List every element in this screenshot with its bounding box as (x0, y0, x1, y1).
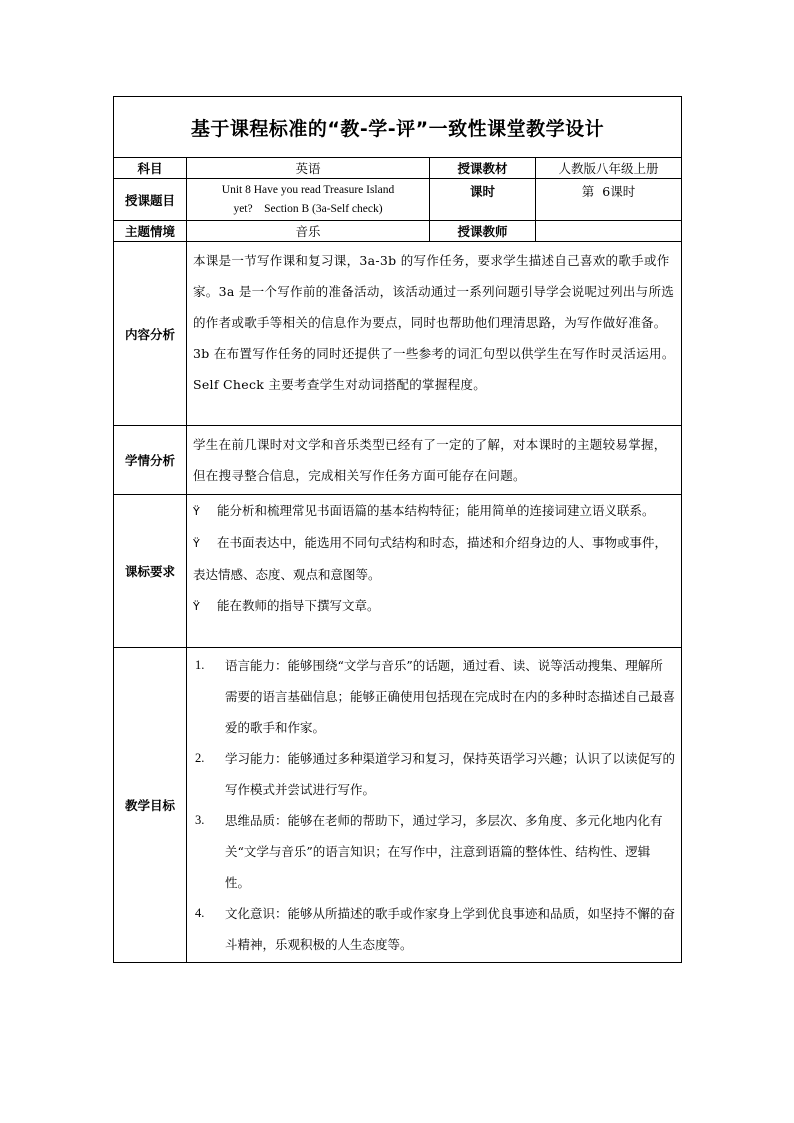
curriculum-item: Ÿ 能在教师的指导下撰写文章。 (193, 590, 675, 622)
goals-list (187, 648, 682, 963)
bullet-icon: Ÿ (193, 505, 200, 518)
topic-label: 授课题目 (114, 179, 187, 221)
subject-label: 科目 (114, 158, 187, 179)
learner-analysis-label: 学情分析 (114, 426, 187, 495)
learner-analysis-text: 学生在前几课时对文学和音乐类型已经有了一定的了解，对本课时的主题较易掌握，但在搜寻整合信息，完成相关写作任务方面可能存在问题。 (187, 426, 682, 495)
theme-label: 主题情境 (114, 221, 187, 242)
topic-line-2: yet? Section B (3a-Self check) (233, 202, 383, 215)
content-analysis-label: 内容分析 (114, 242, 187, 426)
document-title: 基于课程标准的“教-学-评”一致性课堂教学设计 (114, 97, 682, 158)
goal-item: 4. 文化意识：能够从所描述的歌手或作家身上学到优良事迹和品质，如坚持不懈的奋斗精神，乐观积极的人生态度等。 (195, 906, 676, 952)
curriculum-item: Ÿ 在书面表达中，能选用不同句式结构和时态，描述和介绍身边的人、事物或事件，表达情感、态度、观点和意图等。 (193, 527, 675, 590)
theme-value: 音乐 (187, 221, 430, 242)
teacher-label: 授课教师 (430, 221, 536, 242)
curriculum-label: 课标要求 (114, 495, 187, 648)
topic-value (187, 179, 430, 221)
lesson-plan-table (113, 96, 682, 963)
bullet-icon: Ÿ (193, 537, 200, 550)
material-label: 授课教材 (430, 158, 536, 179)
goal-item: 1. 语言能力：能够围绕“文学与音乐”的话题，通过看、读、说等活动搜集、理解所需要的语言基础信息；能够正确使用包括现在完成时在内的多种时态描述自己最喜爱的歌手和作家。 (195, 658, 676, 735)
teacher-value (536, 221, 682, 242)
curriculum-item: Ÿ 能分析和梳理常见书面语篇的基本结构特征；能用简单的连接词建立语义联系。 (193, 495, 675, 527)
period-value: 第 6课时 (536, 179, 682, 221)
goals-label: 教学目标 (114, 648, 187, 963)
topic-line-1: Unit 8 Have you read Treasure Island (221, 183, 395, 196)
subject-value: 英语 (187, 158, 430, 179)
period-label: 课时 (430, 179, 536, 221)
curriculum-list (187, 495, 682, 648)
goal-item: 3. 思维品质：能够在老师的帮助下，通过学习，多层次、多角度、多元化地内化有关“文学与音乐”的语言知识；在写作中，注意到语篇的整体性、结构性、逻辑性。 (195, 813, 663, 890)
goal-item: 2. 学习能力：能够通过多种渠道学习和复习，保持英语学习兴趣；认识了以读促写的写作模式并尝试进行写作。 (195, 751, 676, 797)
bullet-icon: Ÿ (193, 600, 200, 613)
material-value: 人教版八年级上册 (536, 158, 682, 179)
content-analysis-text: 本课是一节写作课和复习课，3a-3b 的写作任务，要求学生描述自己喜欢的歌手或作家。3a 是一个写作前的准备活动，该活动通过一系列问题引导学会说呢过列出与所选的作者或歌手等相关的信息作为要点，同时也帮助他们理清思路，为写作做好准备。3b 在布置写作任务的同时还提供了一些参考的词汇句型以供学生在写作时灵活运用。Self Check 主要考查学生对动词搭配的掌握程度。 (187, 242, 682, 426)
